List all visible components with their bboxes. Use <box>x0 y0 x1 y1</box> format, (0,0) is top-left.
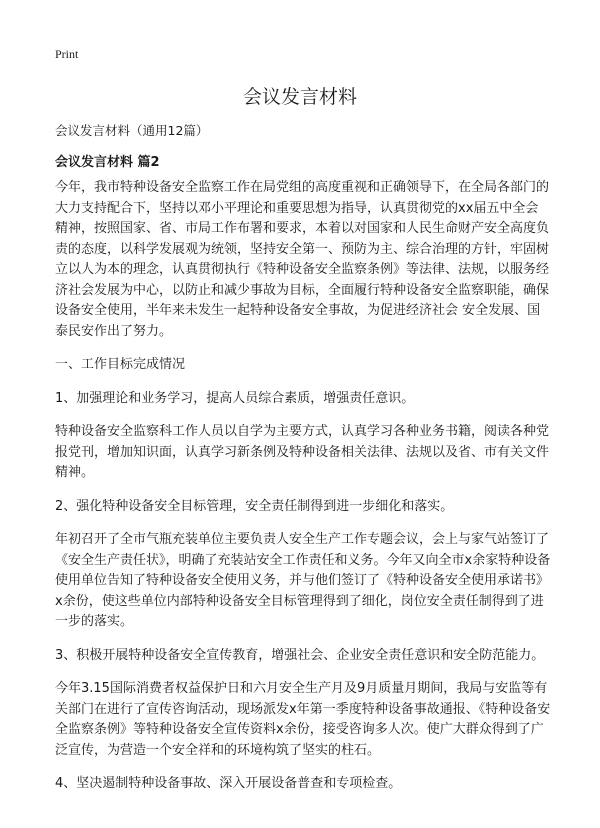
paragraph-intro: 今年，我市特种设备安全监察工作在局党组的高度重视和正确领导下，在全局各部门的大力支持配合下，坚持以邓小平理论和重要思想为指导，认真贯彻党的xx届五中全会精神，按照国家、省、市局工作布署和要求，本着以对国家和人民生命财产安全高度负责的态度，以科学发展观为统领，坚持安全第一、预防为主、综合治理的方针，牢固树立以人为本的理念，认真贯彻执行《特种设备安全监察条例》等法律、法规，以服务经济社会发展为中心，以防止和减少事故为目标，全面履行特种设备安全监察职能，确保设备安全使用，半年来未发生一起特种设备安全事故，为促进经济社会 安全发展、国泰民安作出了努力。 <box>55 180 550 339</box>
paragraph-item-4: 4、坚决遏制特种设备事故、深入开展设备普查和专项检查。 <box>55 776 402 791</box>
paragraph-heading-1: 一、工作目标完成情况 <box>55 357 186 372</box>
paragraph-item-3: 3、积极开展特种设备安全宣传教育，增强社会、企业安全责任意识和安全防范能力。 <box>55 647 545 663</box>
subtitle: 会议发言材料（通用12篇） <box>55 123 209 138</box>
paragraph-item-2: 2、强化特种设备安全目标管理，安全责任制得到进一步细化和落实。 <box>55 498 454 514</box>
page-title: 会议发言材料 <box>242 86 357 108</box>
paragraph-item-1: 1、加强理论和业务学习，提高人员综合素质，增强责任意识。 <box>55 390 415 406</box>
paragraph: 特种设备安全监察科工作人员以自学为主要方式，认真学习各种业务书籍，阅读各种党报党刊，增加知识面，认真学习新条例及特种设备相关法律、法规以及省、市有关文件精神。 <box>55 424 550 480</box>
paragraph: 今年3.15国际消费者权益保护日和六月安全生产月及9月质量月期间，我局与安监等有关部门在进行了宣传咨询活动，现场派发x年第一季度特种设备事故通报、《特种设备安全监察条例》等特种设备安全宣传资料x余份，接受咨询多人次。使广大群众得到了广泛宣传，为营造一个安全祥和的环境构筑了坚实的柱石。 <box>55 681 551 758</box>
article-body <box>55 178 551 808</box>
section-heading: 会议发言材料 篇2 <box>55 155 160 170</box>
print-link[interactable]: Print <box>55 47 79 61</box>
paragraph: 年初召开了全市气瓶充装单位主要负责人安全生产工作专题会议，会上与家气站签订了《安全生产责任状》，明确了充装站安全工作责任和义务。今年又向全市x余家特种设备使用单位告知了特种设备安全使用义务，并与他们签订了《特种设备安全使用承诺书》x余份，使这些单位内部特种设备安全目标管理得到了细化，岗位安全责任制得到了进一步的落实。 <box>55 532 551 629</box>
